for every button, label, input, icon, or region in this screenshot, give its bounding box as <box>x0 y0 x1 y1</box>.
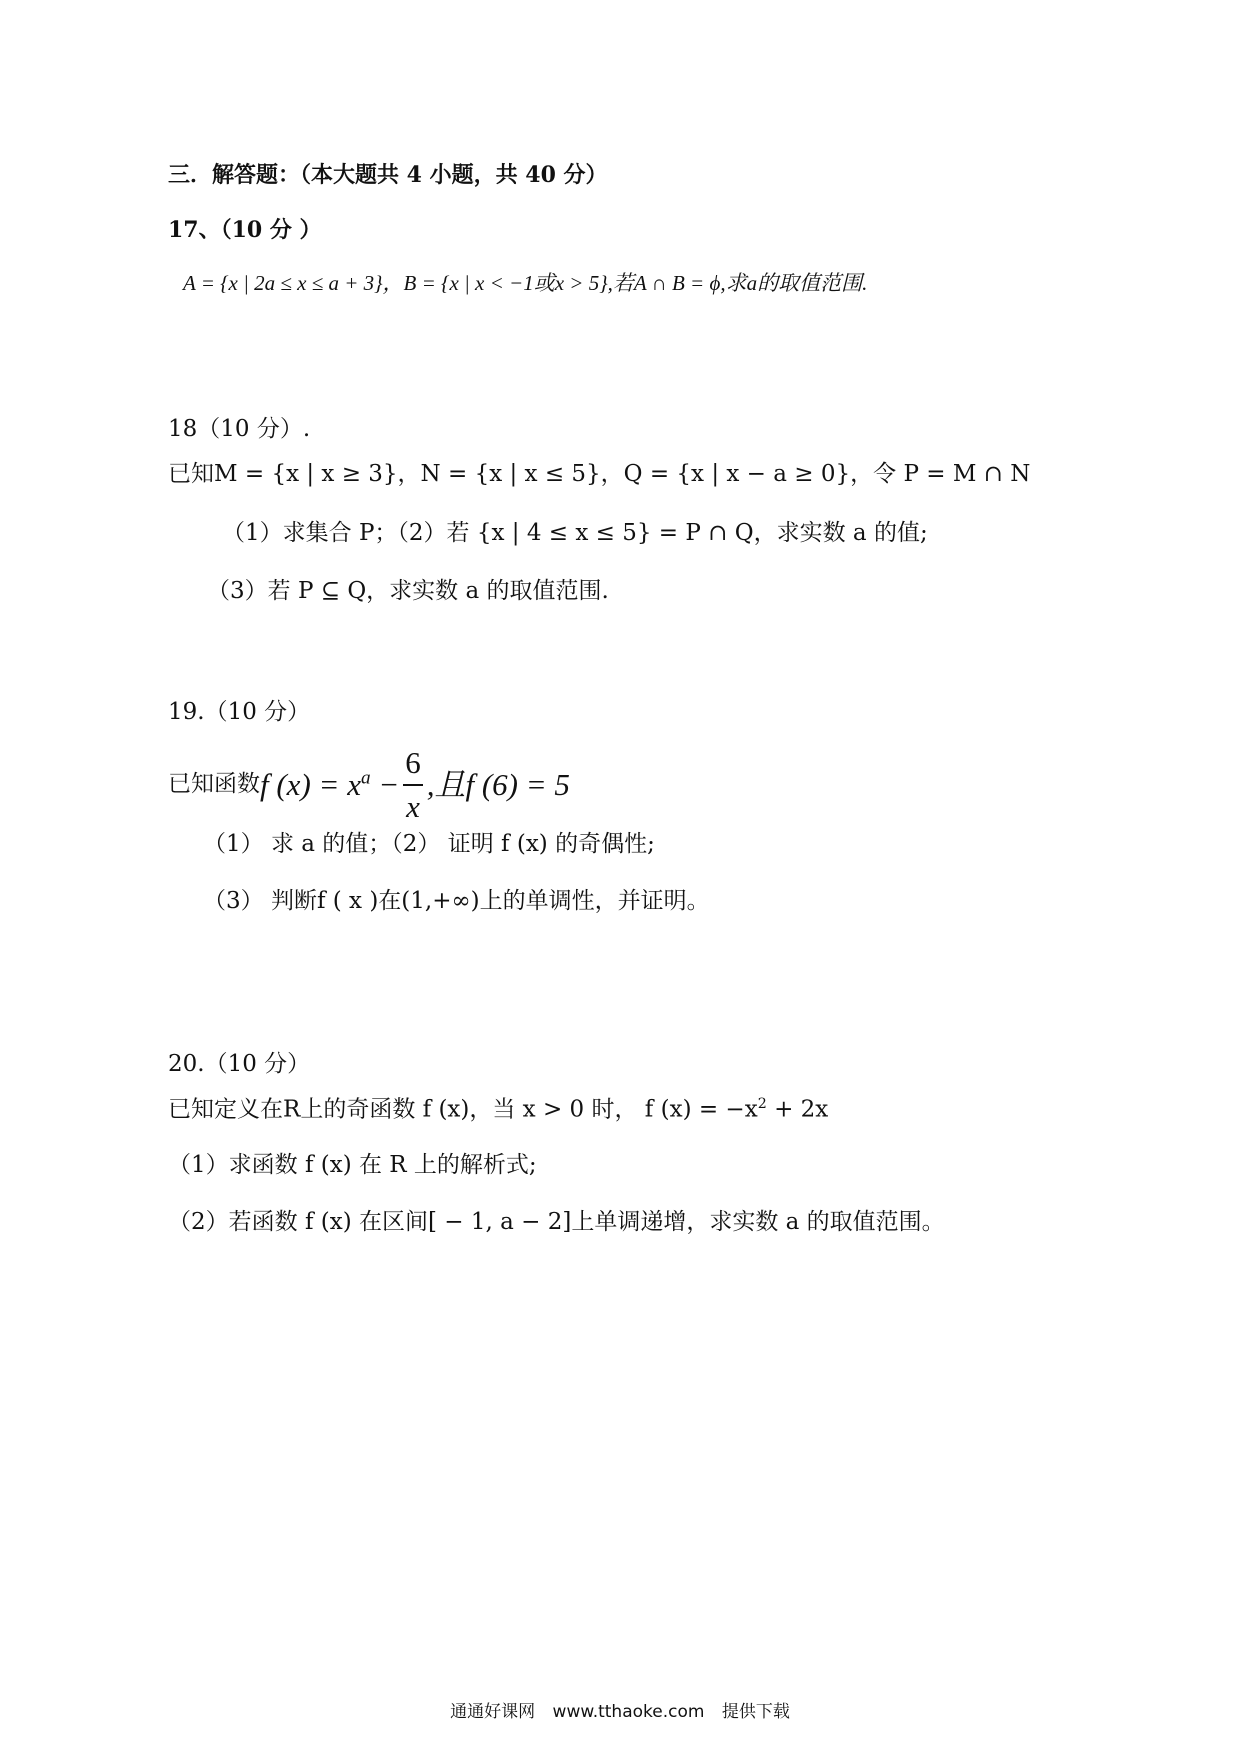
footer-site-name: 通通好课网 <box>450 1702 536 1722</box>
question-20-part-1: （1）求函数 f (x) 在 R 上的解析式; <box>168 1152 537 1178</box>
section-heading: 三．解答题：（本大题共 4 小题，共 40 分） <box>168 162 608 188</box>
question-20-header: 20.（10 分） <box>168 1051 311 1077</box>
fraction-numerator: 6 <box>403 744 423 786</box>
question-18-part-3: （3）若 P ⊆ Q，求实数 a 的取值范围. <box>207 578 609 604</box>
question-17-header: 17、（10 分 ） <box>168 217 322 243</box>
question-18-parts-1-2: （1）求集合 P；（2）若 {x | 4 ≤ x ≤ 5} = P ∩ Q，求实数 a 的值; <box>222 520 928 546</box>
footer-url[interactable]: www.tthaoke.com <box>552 1702 705 1722</box>
question-19-part-3: （3） 判断f ( x )在(1,+∞)上的单调性，并证明。 <box>203 888 710 914</box>
fraction-denominator: x <box>406 789 420 825</box>
page-footer <box>0 1697 1240 1722</box>
footer-note: 提供下载 <box>721 1702 790 1722</box>
question-17-statement: A = {x | 2a ≤ x ≤ a + 3}，B = {x | x < −1或x > 5},若A ∩ B = ϕ,求a的取值范围. <box>183 271 868 295</box>
question-18-given: 已知M = {x | x ≥ 3}，N = {x | x ≤ 5}，Q = {x | x − a ≥ 0}，令 P = M ∩ N <box>168 461 1031 487</box>
question-19-given <box>168 744 570 825</box>
question-20-given: 已知定义在R上的奇函数 f (x)，当 x > 0 时， f $(x) = -x^2 + 2x$ <box>168 1096 829 1123</box>
question-19-function-condition: ,且f (6) = 5 <box>426 767 570 803</box>
question-19-parts-1-2: （1） 求 a 的值；（2） 证明 f (x) 的奇偶性; <box>203 831 655 857</box>
question-19-header: 19.（10 分） <box>168 699 311 725</box>
question-19-fraction <box>403 744 423 825</box>
question-19-given-prefix: 已知函数 <box>168 770 260 797</box>
question-20-part-2: （2）若函数 f (x) 在区间[ − 1, a − 2]上单调递增，求实数 a 的取值范围。 <box>168 1209 945 1235</box>
question-19-function-lhs: f $(x) = x^a$ − <box>260 767 400 803</box>
question-18-header: 18（10 分）. <box>168 416 311 442</box>
